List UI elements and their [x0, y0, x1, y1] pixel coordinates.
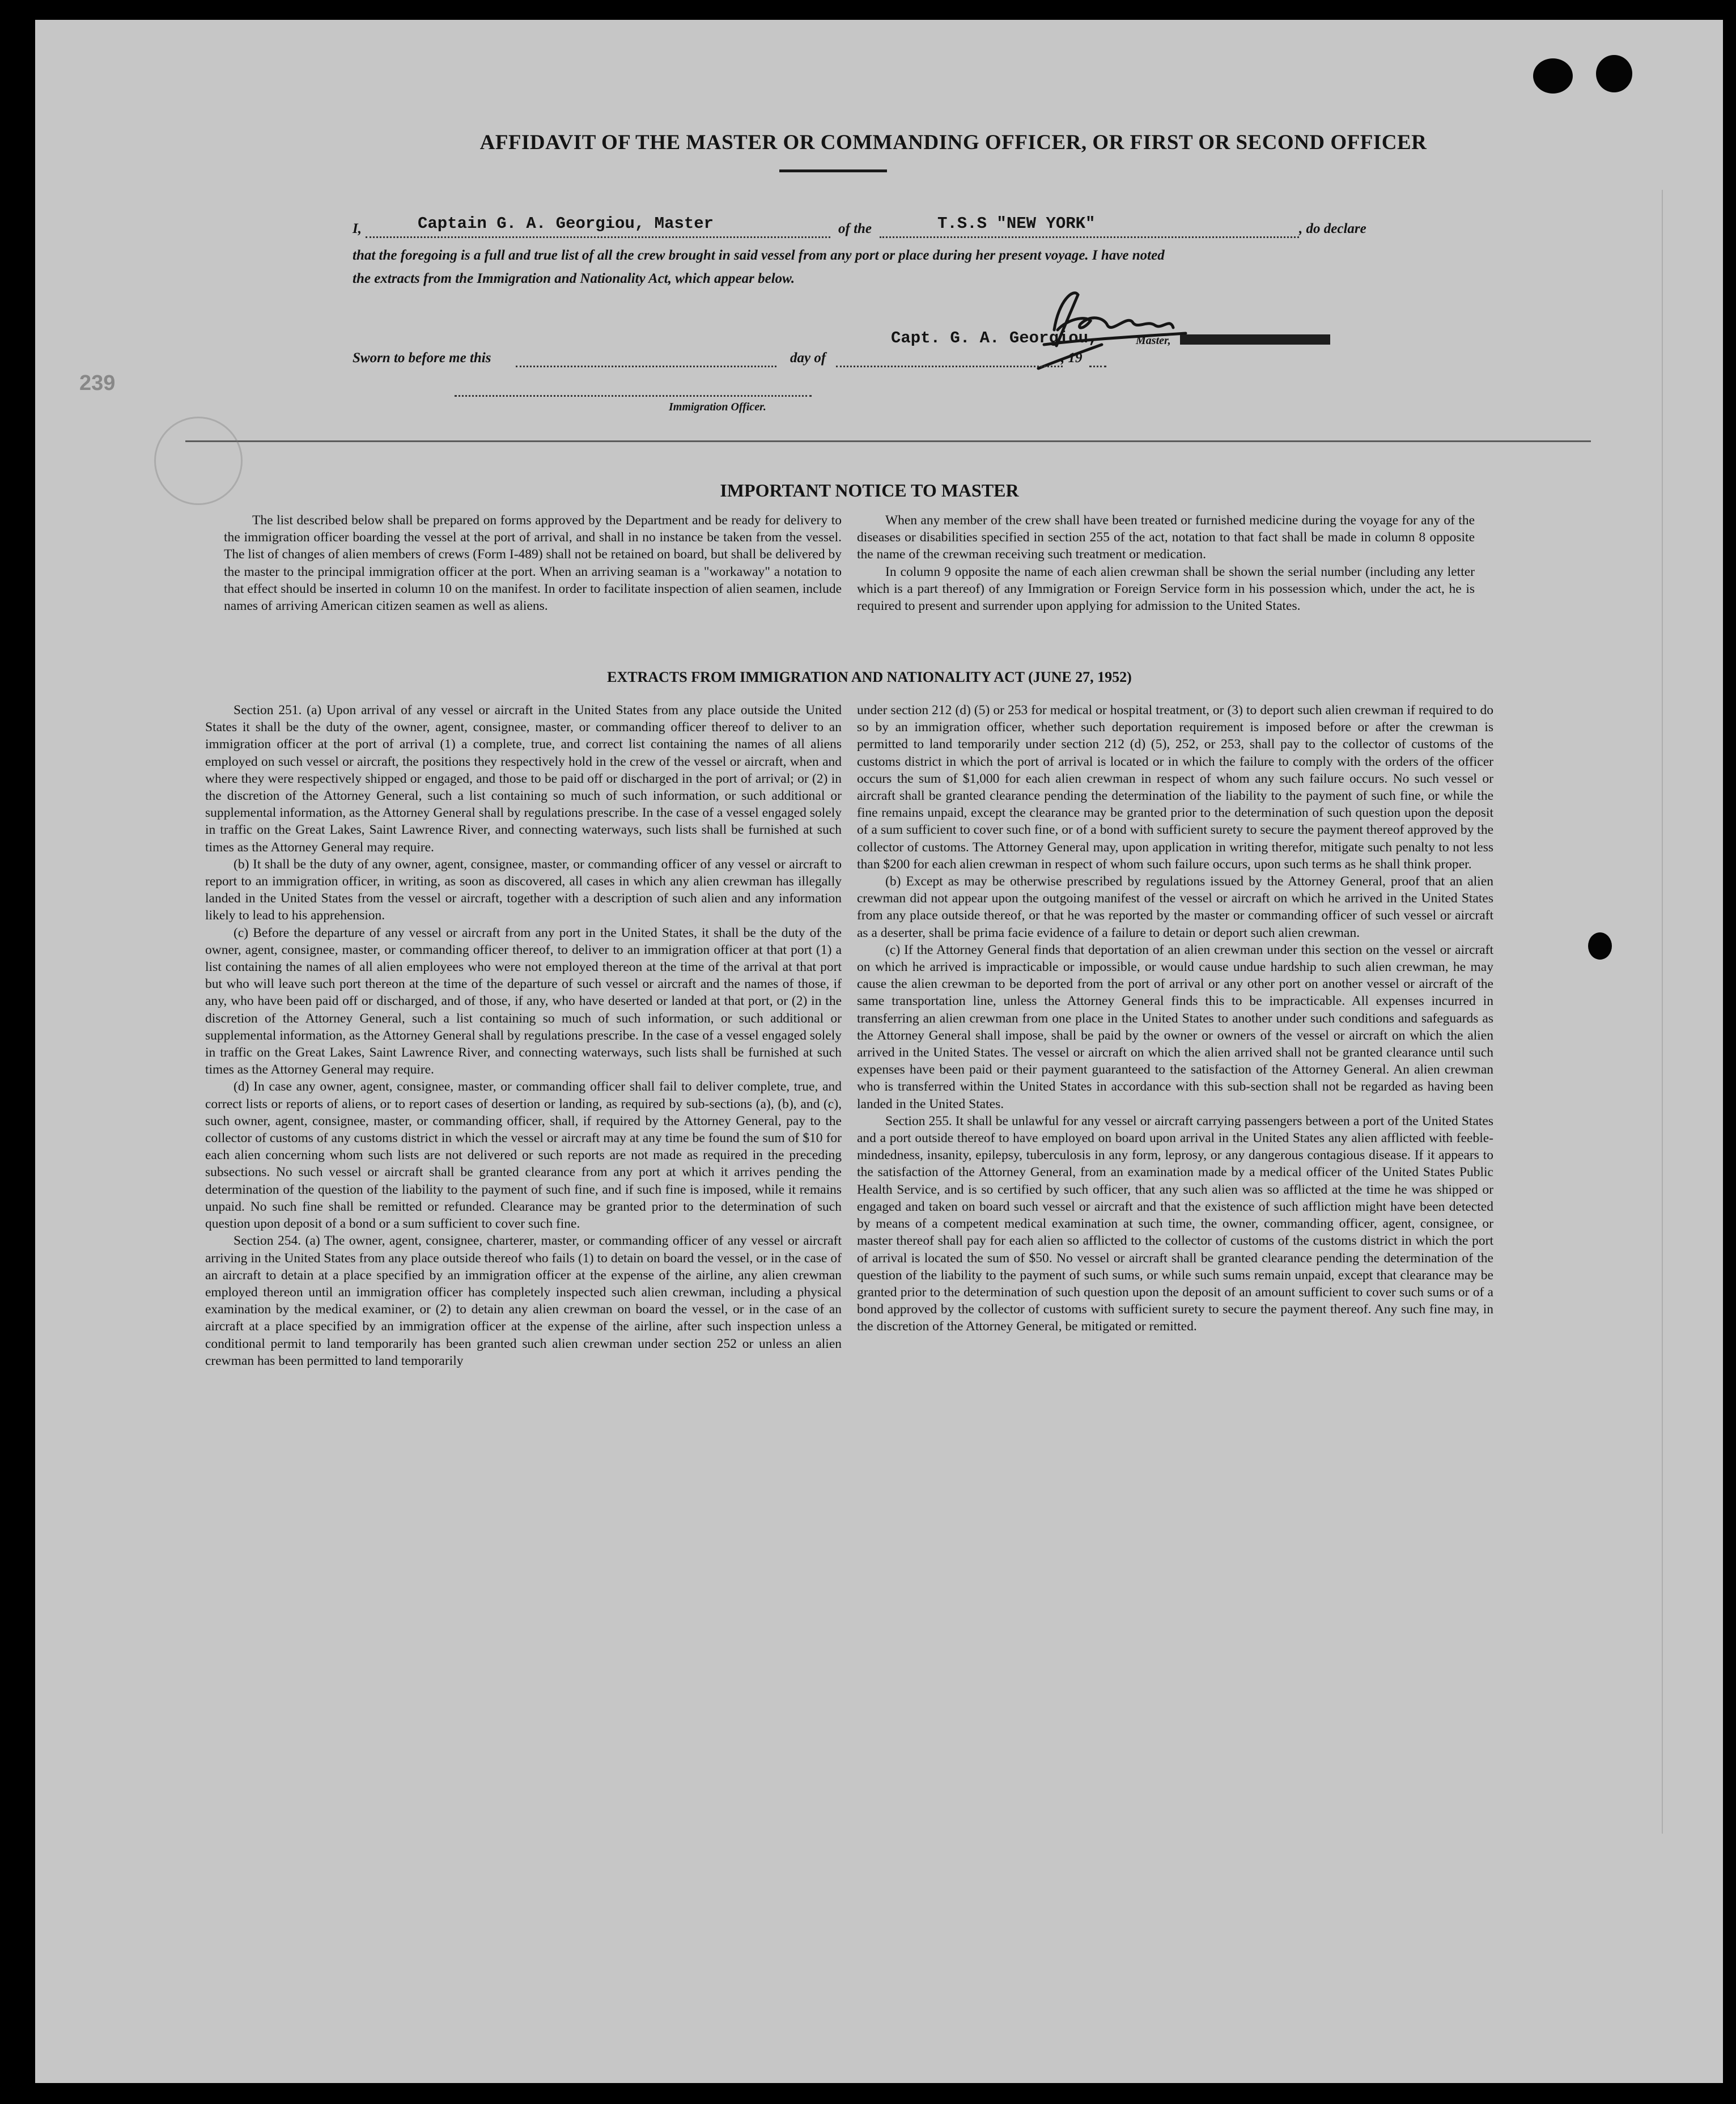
day-dotted-line	[836, 366, 1063, 367]
extracts-left-column	[205, 702, 842, 1369]
section-251-c: (c) Before the departure of any vessel or aircraft from any port in the United States, it shall be the duty of the owner, agent, consignee, master, or commanding officer thereof, to deliver to an immigration officer at that port (1) a list containing the names of all alien employees who were not employed thereon at the time of the arrival at that port but who will leave such port thereon at the time of the departure of such vessel or aircraft and the names of those, if any, who have been paid off or discharged, and of those, if any, who have deserted or landed at that port, or (2) in the discretion of the Attorney General, such a list containing so much of such information, or such additional or supplemental information, as the Attorney General shall by regulations prescribe. In the case of a vessel engaged solely in traffic on the Great Lakes, Saint Lawrence River, and connecting waterways, such lists shall be furnished at such times as the Attorney General may require.	[205, 925, 842, 1078]
section-254-b: (b) Except as may be otherwise prescribed by regulations issued by the Attorney General, proof that an alien crewman did not appear upon the outgoing manifest of the vessel or aircraft on which he arrived in the United States from any place outside thereof, or that he was reported by the master or commanding officer of such vessel or aircraft as a deserter, shall be prima facie evidence of a failure to detain or deport such alien crewman.	[857, 874, 1493, 940]
extracts-heading: EXTRACTS FROM IMMIGRATION AND NATIONALITY ACT (JUNE 27, 1952)	[607, 669, 1132, 685]
punch-hole-2	[1596, 55, 1632, 92]
immigration-officer-label: Immigration Officer.	[669, 401, 766, 413]
section-251-b: (b) It shall be the duty of any owner, agent, consignee, master, or commanding officer of any vessel or aircraft to report to an immigration officer, in writing, as soon as discovered, all cases in which any alien crewman has illegally landed in the United States from the vessel or aircraft, together with a description of such alien and any information likely to lead to his apprehension.	[205, 856, 842, 923]
section-divider	[185, 440, 1591, 442]
document-page	[35, 20, 1723, 2083]
do-declare-label: , do declare	[1299, 221, 1366, 236]
title-underline	[779, 169, 887, 172]
section-255: Section 255. It shall be unlawful for any vessel or aircraft carrying passengers between a port of the United States and a port outside thereof to have employed on board upon arrival in the United States any alien afflicted with feeble-mindedness, insanity, epilepsy, tuberculosis in any form, leprosy, or any dangerous contagious disease. If it appears to the satisfaction of the Attorney General, from an examination made by a medical officer of the United States Public Health Service, and is so certified by such officer, that any such alien was so afflicted at the time he was shipped or engaged and taken on board such vessel or aircraft and that the existence of such affliction might have been detected by means of a competent medical examination at such time, the owner, commanding officer, agent, consignee, or master thereof shall pay for each alien so afflicted to the collector of customs of the customs district in which the port of arrival is located the sum of $50. No vessel or aircraft shall be granted clearance pending the determination of the question of the liability to the payment of such sums, or while such sums remain unpaid, except that clearance may be granted prior to the determination of such question upon the deposit of an amount sufficient to cover such sums or of a bond approved by the collector of customs with sufficient surety to secure the payment thereof. Any such fine may, in the discretion of the Attorney General, be mitigated or remitted.	[857, 1113, 1493, 1334]
notice-left-column	[224, 512, 842, 614]
vessel-dotted-line	[880, 236, 1299, 238]
section-251-a: Section 251. (a) Upon arrival of any vessel or aircraft in the United States from any place outside the United States it shall be the duty of the owner, agent, consignee, master, or commanding officer thereof to deliver to an immigration officer at the port of arrival (1) a complete, true, and correct list containing the names of all aliens employed on such vessel or aircraft, the positions they respectively hold in the crew of the vessel or aircraft, when and where they were respectively shipped or engaged, and those to be paid off or discharged in the port of arrival; or (2) in the discretion of the Attorney General, such a list containing so much of such information, or such additional or supplemental information, as the Attorney General shall by regulations prescribe. In the case of a vessel engaged solely in traffic on the Great Lakes, Saint Lawrence River, and connecting waterways, such lists shall be furnished at such times as the Attorney General may require.	[205, 703, 842, 855]
section-254-c: (c) If the Attorney General finds that deportation of an alien crewman under this section on the vessel or aircraft on which he arrived is impracticable or impossible, or would cause undue hardship to such alien crewman, he may cause the alien crewman to be deported from the port of arrival or any other port on another vessel or aircraft of the same transportation line, unless the Attorney General finds this to be impracticable. All expenses incurred in transferring an alien crewman from one place in the United States to another under such conditions and safeguards as the Attorney General shall impose, shall be paid by the owner or owners of the vessel or aircraft on which the alien arrived in the United States. The vessel or aircraft on which the alien arrived shall not be granted clearance until such expenses have been paid or their payment guaranteed to the satisfaction of the Attorney General. An alien crewman who is transferred within the United States in accordance with this sub-section shall not be regarded as having been landed in the United States.	[857, 942, 1493, 1112]
notice-left-text: The list described below shall be prepared on forms approved by the Department and be ready for delivery to the immigration officer boarding the vessel at the port of arrival, and shall in no instance be taken from the vessel. The list of changes of alien members of crews (Form I-489) shall not be retained on board, but shall be delivered by the master to the principal immigration officer at the port. When an arriving seaman is a "workaway" a notation to that effect should be inserted in column 10 on the manifest. In order to facilitate inspection of alien seamen, include names of arriving American citizen seamen as well as aliens.	[224, 513, 842, 614]
of-the-label: of the	[838, 221, 872, 236]
section-254-a: Section 254. (a) The owner, agent, consignee, charterer, master, or commanding officer of any vessel or aircraft arriving in the United States from any place outside thereof who fails (1) to detain on board the vessel, or in the case of an aircraft to detain at a place specified by an immigration officer at the expense of the airline, any alien crewman employed thereon until an immigration officer has completely inspected such alien crewman, including a physical examination by the medical examiner, or (2) to detain any alien crewman on board the vessel, or in the case of an aircraft at a place specified by an immigration officer at the expense of the airline, after such inspection unless a conditional permit to land temporarily has been granted such alien crewman under section 252 or unless an alien crewman has been permitted to land temporarily	[205, 1233, 842, 1368]
sworn-dotted-line	[516, 366, 776, 367]
master-name: Captain G. A. Georgiou, Master	[418, 214, 714, 233]
section-254-a-continued: under section 212 (d) (5) or 253 for medical or hospital treatment, or (3) to deport such alien crewman if required to do so by an immigration officer, whether such deportation requirement is imposed before or after the crewman is permitted to land temporarily under section 212 (d) (5), 252, or 253, shall pay to the collector of customs of the customs district in which the port of arrival is located or in which the failure to comply with the orders of the officer occurs the sum of $1,000 for each alien crewman in respect of whom any such failure occurs. No such vessel or aircraft shall be granted clearance pending the determination of the liability to the payment of such fine, or while the fine remains unpaid, except the clearance may be granted prior to the determination of such question upon the deposit of a sum sufficient to cover such fine, or of a bond with sufficient surety to secure the payment thereof approved by the collector of customs. The Attorney General may, upon application in writing therefor, mitigate such penalty to not less than $200 for each alien crewman in respect of whom such failure occurs, upon such terms as he shall think proper.	[857, 703, 1493, 872]
day-of-label: day of	[790, 350, 826, 366]
declaration-line-2: the extracts from the Immigration and Nationality Act, which appear below.	[353, 271, 795, 286]
declaration-line-1: that the foregoing is a full and true list of all the crew brought in said vessel from any port or place during her present voyage. I have noted	[353, 248, 1165, 263]
handwritten-signature	[1021, 278, 1203, 374]
vessel-name: T.S.S "NEW YORK"	[937, 214, 1096, 233]
year-label: , 19	[1061, 350, 1083, 366]
name-dotted-line	[366, 236, 830, 238]
extracts-right-column	[857, 702, 1493, 1335]
right-margin-ghost-line	[1662, 190, 1663, 1834]
margin-number: 239	[79, 371, 116, 395]
i-label: I,	[353, 221, 362, 236]
notice-right-text-1: When any member of the crew shall have been treated or furnished medicine during the voyage for any of the diseases or disabilities specified in section 255 of the act, notation to that fact shall be made in column 8 opposite the name of the crewman receiving such treatment or medication.	[857, 513, 1475, 562]
section-251-d: (d) In case any owner, agent, consignee, master, or commanding officer shall fail to deliver complete, true, and correct lists or reports of aliens, or to report cases of desertion or landing, as required by sub-sections (a), (b), and (c), such owner, agent, consignee, master, or commanding officer, shall, if required by the Attorney General, pay to the collector of customs of any customs district in which the vessel or aircraft may at any time be found the sum of $10 for each alien concerning whom such lists are not delivered or such reports are not made as required in the preceding subsections. No such vessel or aircraft shall be granted clearance from any port at which it arrives pending the determination of the question of the liability to the payment of such fine, and if such fine is imposed, while it remains unpaid. No such fine shall be remitted or refunded. Clearance may be granted prior to the determination of such question upon deposit of a bond or a sum sufficient to cover such fine.	[205, 1079, 842, 1232]
year-dotted-line	[1089, 366, 1106, 367]
master-label: Master,	[1136, 334, 1171, 347]
officer-dotted-line	[455, 395, 812, 397]
punch-hole-1	[1533, 58, 1573, 94]
ink-spot	[1588, 932, 1612, 960]
signature-typed-name: Capt. G. A. Georgiou,	[891, 329, 1098, 347]
sworn-label: Sworn to before me this	[353, 350, 491, 366]
notice-heading: IMPORTANT NOTICE TO MASTER	[720, 480, 1019, 500]
notice-right-text-2: In column 9 opposite the name of each alien crewman shall be shown the serial number (including any letter which is a part thereof) of any Immigration or Foreign Service form in his possession which, under the act, he is required to present and surrender upon applying for admission to the United States.	[857, 564, 1475, 614]
faint-stamp	[154, 417, 243, 505]
affidavit-title: AFFIDAVIT OF THE MASTER OR COMMANDING OFFICER, OR FIRST OR SECOND OFFICER	[479, 131, 1427, 154]
notice-right-column	[857, 512, 1475, 614]
